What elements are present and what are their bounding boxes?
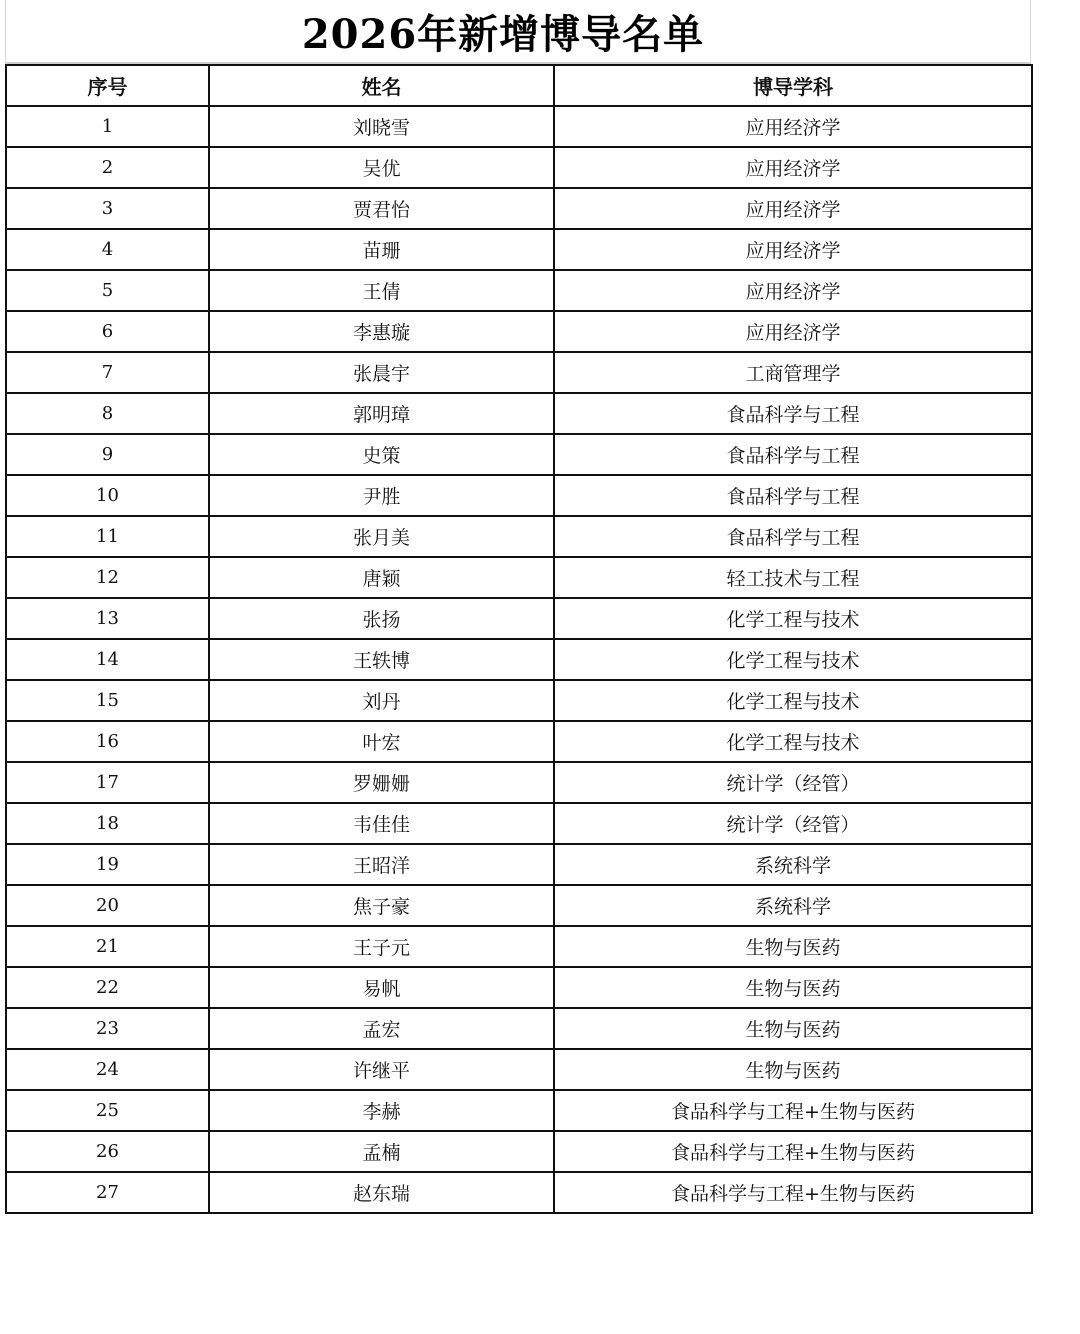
cell-number: 26: [6, 1131, 209, 1172]
table-row: [6, 270, 1032, 311]
cell-number: 18: [6, 803, 209, 844]
page-title: 2026年新增博导名单: [301, 10, 705, 58]
cell-number: 19: [6, 844, 209, 885]
table-row: [6, 926, 1032, 967]
cell-name: 王轶博: [209, 639, 554, 680]
cell-number: 1: [6, 106, 209, 147]
cell-name: 张扬: [209, 598, 554, 639]
cell-subject: 应用经济学: [554, 106, 1032, 147]
cell-number: 25: [6, 1090, 209, 1131]
cell-number: 22: [6, 967, 209, 1008]
table-row: [6, 1172, 1032, 1213]
cell-name: 易帆: [209, 967, 554, 1008]
cell-number: 7: [6, 352, 209, 393]
cell-name: 张月美: [209, 516, 554, 557]
cell-number: 8: [6, 393, 209, 434]
cell-name: 郭明璋: [209, 393, 554, 434]
cell-subject: 应用经济学: [554, 147, 1032, 188]
cell-name: 苗珊: [209, 229, 554, 270]
cell-subject: 生物与医药: [554, 967, 1032, 1008]
cell-number: 13: [6, 598, 209, 639]
cell-number: 27: [6, 1172, 209, 1213]
cell-subject: 应用经济学: [554, 188, 1032, 229]
cell-number: 17: [6, 762, 209, 803]
cell-subject: 生物与医药: [554, 1008, 1032, 1049]
cell-name: 史策: [209, 434, 554, 475]
table-row: [6, 229, 1032, 270]
cell-number: 24: [6, 1049, 209, 1090]
cell-name: 王倩: [209, 270, 554, 311]
cell-name: 贾君怡: [209, 188, 554, 229]
cell-number: 14: [6, 639, 209, 680]
title-bar: [5, 0, 1031, 64]
roster-table: [5, 64, 1033, 1214]
table-row: [6, 1008, 1032, 1049]
table-row: [6, 598, 1032, 639]
cell-number: 23: [6, 1008, 209, 1049]
cell-name: 尹胜: [209, 475, 554, 516]
cell-subject: 化学工程与技术: [554, 598, 1032, 639]
cell-name: 王子元: [209, 926, 554, 967]
cell-name: 孟宏: [209, 1008, 554, 1049]
cell-subject: 工商管理学: [554, 352, 1032, 393]
roster-sheet: [5, 0, 1031, 1214]
cell-number: 5: [6, 270, 209, 311]
cell-number: 15: [6, 680, 209, 721]
table-row: [6, 352, 1032, 393]
table-row: [6, 106, 1032, 147]
table-row: [6, 1049, 1032, 1090]
cell-subject: 系统科学: [554, 844, 1032, 885]
cell-subject: 应用经济学: [554, 311, 1032, 352]
table-row: [6, 188, 1032, 229]
table-row: [6, 557, 1032, 598]
cell-name: 王昭洋: [209, 844, 554, 885]
header-row: [6, 65, 1032, 106]
table-row: [6, 393, 1032, 434]
cell-number: 3: [6, 188, 209, 229]
cell-subject: 统计学（经管）: [554, 762, 1032, 803]
cell-subject: 应用经济学: [554, 229, 1032, 270]
cell-name: 赵东瑞: [209, 1172, 554, 1213]
cell-name: 唐颖: [209, 557, 554, 598]
cell-name: 焦子豪: [209, 885, 554, 926]
cell-name: 罗姗姗: [209, 762, 554, 803]
cell-number: 12: [6, 557, 209, 598]
table-row: [6, 803, 1032, 844]
cell-subject: 食品科学与工程+生物与医药: [554, 1090, 1032, 1131]
table-row: [6, 844, 1032, 885]
cell-subject: 食品科学与工程: [554, 434, 1032, 475]
cell-number: 20: [6, 885, 209, 926]
cell-number: 4: [6, 229, 209, 270]
table-row: [6, 762, 1032, 803]
table-row: [6, 1131, 1032, 1172]
header-subject: 博导学科: [554, 65, 1032, 106]
cell-subject: 食品科学与工程: [554, 393, 1032, 434]
cell-subject: 生物与医药: [554, 926, 1032, 967]
cell-name: 吴优: [209, 147, 554, 188]
cell-name: 张晨宇: [209, 352, 554, 393]
table-row: [6, 639, 1032, 680]
cell-subject: 应用经济学: [554, 270, 1032, 311]
cell-subject: 系统科学: [554, 885, 1032, 926]
cell-number: 11: [6, 516, 209, 557]
table-row: [6, 885, 1032, 926]
cell-name: 叶宏: [209, 721, 554, 762]
cell-name: 李赫: [209, 1090, 554, 1131]
table-row: [6, 434, 1032, 475]
cell-name: 韦佳佳: [209, 803, 554, 844]
cell-number: 10: [6, 475, 209, 516]
cell-name: 许继平: [209, 1049, 554, 1090]
cell-name: 刘晓雪: [209, 106, 554, 147]
cell-name: 孟楠: [209, 1131, 554, 1172]
cell-subject: 统计学（经管）: [554, 803, 1032, 844]
cell-subject: 食品科学与工程: [554, 516, 1032, 557]
cell-number: 21: [6, 926, 209, 967]
header-number: 序号: [6, 65, 209, 106]
cell-subject: 化学工程与技术: [554, 721, 1032, 762]
cell-subject: 化学工程与技术: [554, 680, 1032, 721]
cell-number: 6: [6, 311, 209, 352]
table-row: [6, 680, 1032, 721]
cell-subject: 食品科学与工程+生物与医药: [554, 1131, 1032, 1172]
table-row: [6, 311, 1032, 352]
cell-subject: 食品科学与工程+生物与医药: [554, 1172, 1032, 1213]
table-body: [6, 106, 1032, 1213]
cell-subject: 轻工技术与工程: [554, 557, 1032, 598]
cell-subject: 生物与医药: [554, 1049, 1032, 1090]
cell-subject: 食品科学与工程: [554, 475, 1032, 516]
header-name: 姓名: [209, 65, 554, 106]
table-row: [6, 721, 1032, 762]
cell-number: 2: [6, 147, 209, 188]
cell-name: 刘丹: [209, 680, 554, 721]
table-row: [6, 147, 1032, 188]
table-row: [6, 516, 1032, 557]
cell-name: 李惠璇: [209, 311, 554, 352]
table-row: [6, 967, 1032, 1008]
cell-subject: 化学工程与技术: [554, 639, 1032, 680]
table-row: [6, 475, 1032, 516]
cell-number: 16: [6, 721, 209, 762]
table-row: [6, 1090, 1032, 1131]
cell-number: 9: [6, 434, 209, 475]
